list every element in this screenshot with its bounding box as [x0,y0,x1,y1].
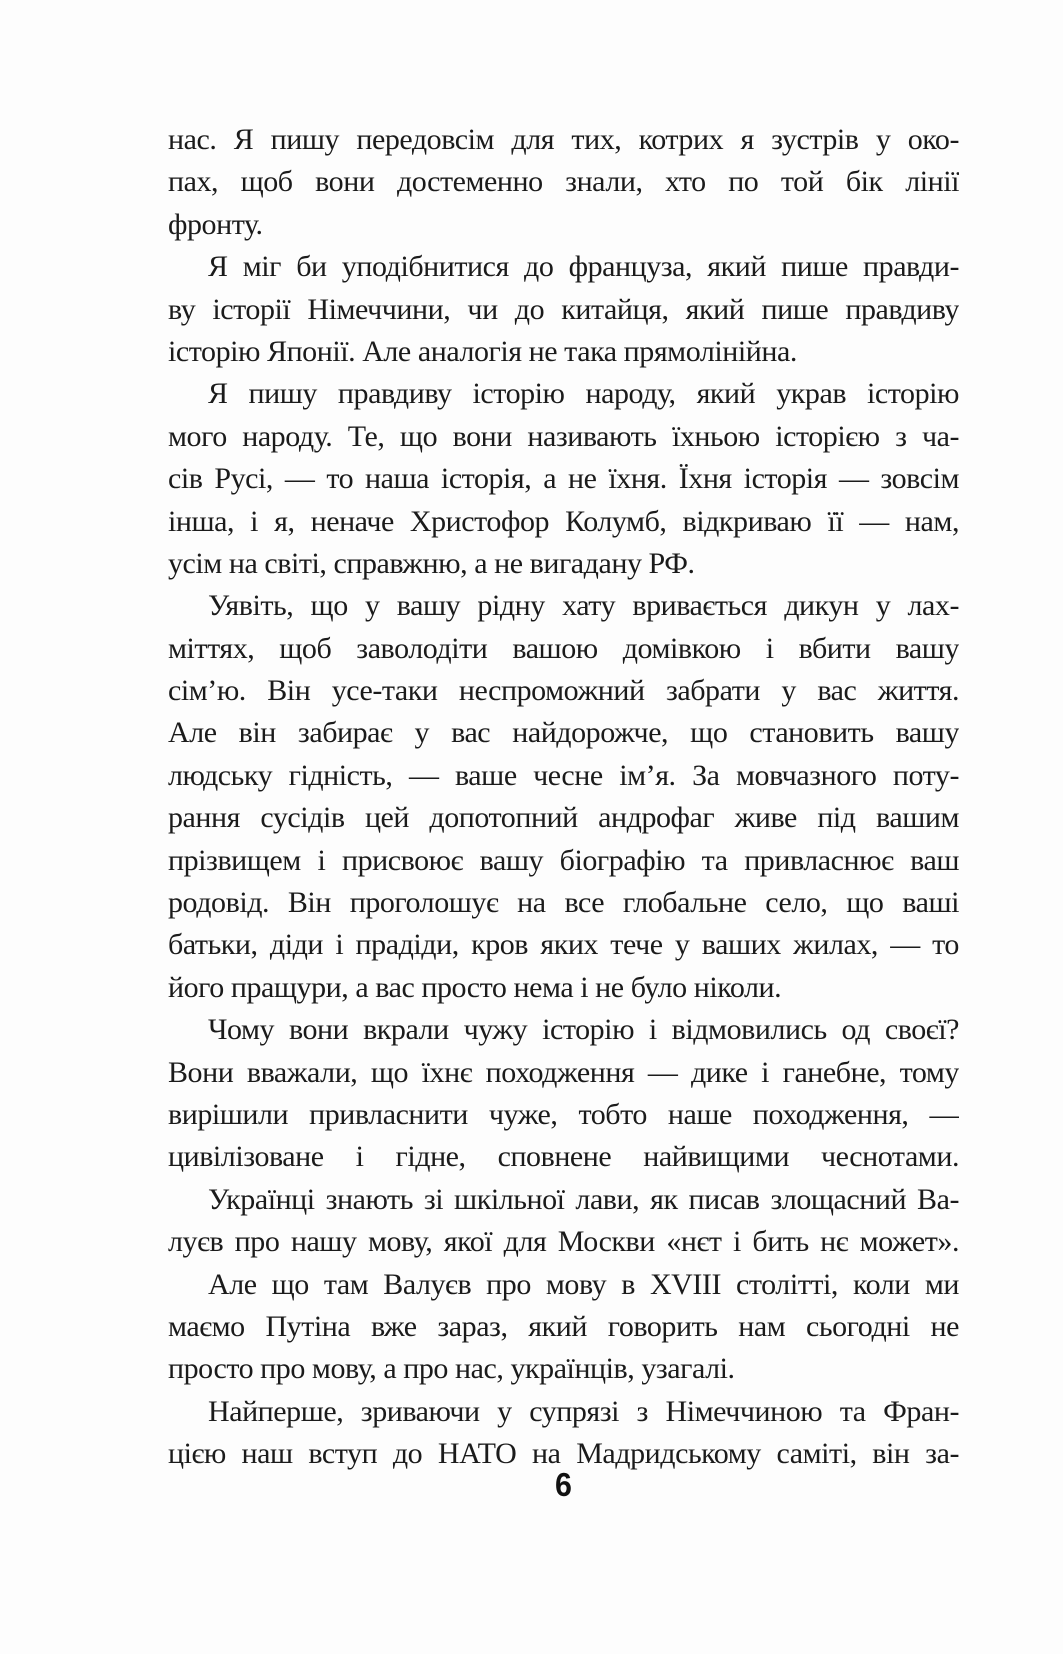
text-line: вирішили привласнити чуже, тобто наше походження, — [168,1097,959,1131]
text-line: родовід. Він проголошує на все глобальне село, що ваші [168,886,959,920]
body-text [168,119,959,1476]
text-line: луєв про нашу мову, якої для Москви «нєт і бить нє может». [168,1225,959,1259]
text-line: фронту. [168,207,263,241]
text-line: мого народу. Те, що вони називають їхньою історією з ча- [168,419,959,453]
text-line: Вони вважали, що їхнє походження — дике і ганебне, тому [168,1055,959,1089]
text-line: Українці знають зі шкільної лави, як писав злощасний Ва- [208,1182,959,1216]
text-line: прізвищем і присвоює вашу біографію та привласнює ваш [168,843,959,877]
text-line: батьки, діди і прадіди, кров яких тече у ваших жилах, — то [168,928,959,962]
text-line: історію Японії. Але аналогія не така прямолінійна. [168,334,797,368]
text-line: цією наш вступ до НАТО на Мадридському саміті, він за- [168,1437,959,1471]
text-line: Я пишу правдиву історію народу, який украв історію [208,377,959,411]
text-line: усім на світі, справжню, а не вигадану РФ. [168,546,695,580]
text-line: маємо Путіна вже зараз, який говорить нам сьогодні не [168,1309,959,1343]
text-line: просто про мову, а про нас, українців, узагалі. [168,1352,735,1386]
text-line: його пращури, а вас просто нема і не було ніколи. [168,970,782,1004]
text-line: інша, і я, неначе Христофор Колумб, відкриваю її — нам, [168,504,959,538]
text-line: сів Русі, — то наша історія, а не їхня. Їхня історія — зовсім [168,462,959,496]
text-line: рання сусідів цей допотопний андрофаг живе під вашим [168,801,959,835]
text-line: Найперше, зриваючи у супрязі з Німеччиною та Фран- [208,1394,959,1428]
page-number: 6 [555,1466,572,1503]
text-line: ву історії Німеччини, чи до китайця, який пише правдиву [168,292,959,326]
text-line: Але він забирає у вас найдорожче, що становить вашу [168,716,959,750]
text-line: Я міг би уподібнитися до француза, який пише правди- [208,250,959,284]
text-line: міттях, щоб заволодіти вашою домівкою і вбити вашу [168,631,959,665]
text-line: людську гідність, — ваше чесне ім’я. За мовчазного поту- [168,758,959,792]
text-line: Але що там Валуєв про мову в XVIII столітті, коли ми [208,1267,959,1301]
text-line: Чому вони вкрали чужу історію і відмовились од своєї? [208,1013,959,1047]
text-line: Уявіть, що у вашу рідну хату вривається дикун у лах- [208,589,959,623]
text-line: цивілізоване і гідне, сповнене найвищими чеснотами. [168,1140,959,1174]
text-line: сім’ю. Він усе-таки неспроможний забрати у вас життя. [168,674,959,708]
text-line: пах, щоб вони достеменно знали, хто по той бік лінії [168,165,959,199]
text-line: нас. Я пишу передовсім для тих, котрих я зустрів у око- [168,123,959,156]
